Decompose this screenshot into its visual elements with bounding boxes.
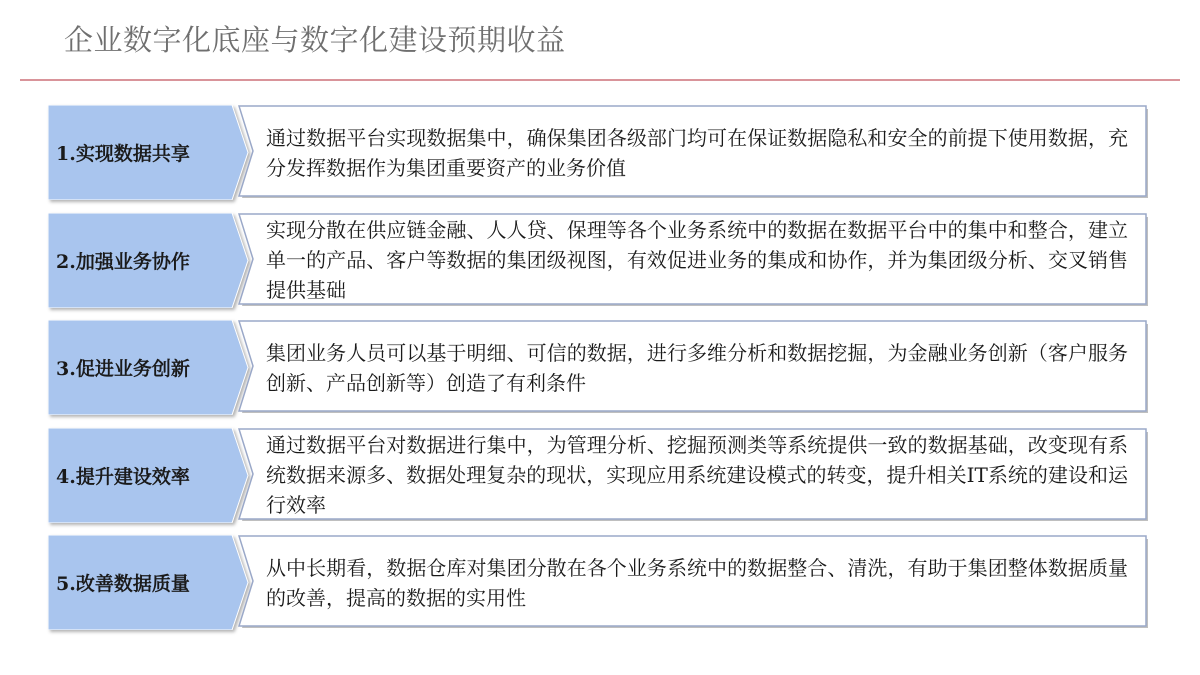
benefit-description: 通过数据平台对数据进行集中，为管理分析、挖掘预测类等系统提供一致的数据基础，改变现有系统数据来源多、数据处理复杂的现状，实现应用系统建设模式的转变，提升相关IT系统的建设和运行效率 (266, 433, 1128, 517)
benefit-description-box (238, 105, 1150, 200)
benefit-description: 实现分散在供应链金融、人人贷、保理等各个业务系统中的数据在数据平台中的集中和整合，建立单一的产品、客户等数据的集团级视图，有效促进业务的集成和协作，并为集团级分析、交叉销售提供基础 (266, 218, 1128, 302)
benefit-description: 从中长期看，数据仓库对集团分散在各个业务系统中的数据整合、清洗，有助于集团整体数据质量的改善，提高的数据的实用性 (266, 555, 1128, 610)
page-title: 企业数字化底座与数字化建设预期收益 (64, 23, 566, 57)
benefit-description-box (238, 535, 1150, 630)
benefit-label: 3.促进业务创新 (56, 358, 190, 380)
benefit-row (48, 428, 1152, 523)
benefit-description: 集团业务人员可以基于明细、可信的数据，进行多维分析和数据挖掘，为金融业务创新（客户服务创新、产品创新等）创造了有利条件 (266, 340, 1128, 395)
benefit-description: 通过数据平台实现数据集中，确保集团各级部门均可在保证数据隐私和安全的前提下使用数据，充分发挥数据作为集团重要资产的业务价值 (266, 125, 1128, 180)
benefit-label: 5.改善数据质量 (56, 573, 190, 595)
benefit-label: 1.实现数据共享 (56, 143, 190, 165)
benefit-list (48, 105, 1152, 643)
title-divider (20, 79, 1180, 81)
benefit-description-box (238, 428, 1150, 523)
benefit-description-box (238, 213, 1150, 308)
benefit-row (48, 535, 1152, 630)
benefit-description-box (238, 320, 1150, 415)
benefit-row (48, 105, 1152, 200)
benefit-row (48, 213, 1152, 308)
benefit-label: 2.加强业务协作 (56, 250, 190, 273)
benefit-label: 4.提升建设效率 (56, 465, 190, 488)
benefit-row (48, 320, 1152, 415)
